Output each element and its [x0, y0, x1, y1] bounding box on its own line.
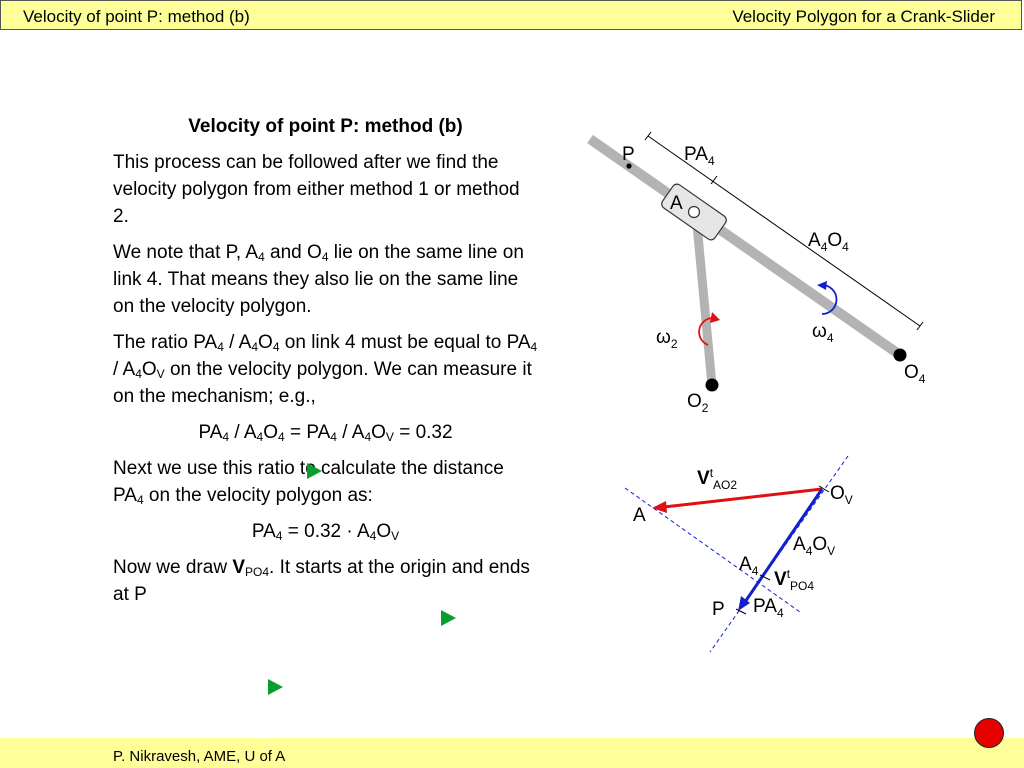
vector-VtAO2	[664, 489, 822, 507]
equation-ratio: $PA_4 / A_4O_4 = PA_4 / A_4O_V = 0.32$	[198, 422, 453, 444]
label-O2: $O_2$	[687, 391, 709, 415]
label-A4O4: $A_4O_4$	[808, 230, 849, 254]
label-A4Ov: $A_4O_V$	[793, 534, 836, 558]
label-P: P	[712, 599, 725, 620]
velocity-polygon-diagram	[600, 450, 880, 660]
paragraph-5: Now we draw $V_{PO4}$. It starts at the origin and ends at P	[113, 557, 530, 605]
paragraph-2: We note that P, $A_4$ and $O_4$ lie on the same line on link 4. That means they also lie on the same line on the velocity polygon.	[113, 242, 524, 317]
label-omega2: $\omega_2$	[656, 327, 678, 351]
label-A: A	[633, 505, 646, 526]
label-PA4: $PA_4$	[684, 144, 715, 168]
link-4	[590, 139, 900, 355]
header-bar	[0, 0, 1022, 30]
mechanism-diagram	[560, 120, 960, 420]
dashed-line-link4-direction	[625, 488, 800, 612]
label-PA4: $PA_4$	[753, 596, 784, 620]
pin-A	[689, 207, 700, 218]
stop-button-icon[interactable]	[974, 718, 1004, 748]
play-arrow-icon[interactable]	[441, 610, 456, 626]
pivot-O2	[706, 379, 719, 392]
page-heading: Velocity of point P: method (b)	[188, 116, 463, 137]
label-omega4: $\omega_4$	[812, 321, 834, 345]
paragraph-1: This process can be followed after we find the velocity polygon from either method 1 or method 2.	[113, 152, 520, 227]
label-A: A	[670, 193, 683, 214]
play-arrow-icon[interactable]	[268, 679, 283, 695]
label-Ov: $O_V$	[830, 483, 853, 507]
header-right-title: Velocity Polygon for a Crank-Slider	[732, 7, 995, 26]
label-VtAO2: $V^t_{AO2}$	[697, 466, 738, 492]
pivot-O4	[894, 349, 907, 362]
label-O4: $O_4$	[904, 362, 926, 386]
body-text	[113, 113, 538, 617]
paragraph-4: Next we use this ratio to calculate the distance $PA_4$ on the velocity polygon as:	[113, 458, 504, 507]
footer-author: P. Nikravesh, AME, U of A	[113, 748, 286, 765]
equation-distance: $PA_4 = 0.32 \cdot A_4O_V$	[251, 521, 400, 543]
paragraph-3: The ratio $PA_4 / A_4O_4$ on link 4 must be equal to $PA_4 / A_4O_V$ on the velocity polygon. We can measure it on the mechanism; e.g.,	[113, 332, 538, 407]
label-VtPO4: $V^t_{PO4}$	[774, 567, 815, 593]
label-A4: $A_4$	[739, 554, 759, 578]
footer-bar	[0, 738, 1024, 768]
label-P: P	[622, 144, 635, 165]
play-arrow-icon[interactable]	[307, 463, 322, 479]
header-left-title: Velocity of point P: method (b)	[23, 7, 250, 26]
